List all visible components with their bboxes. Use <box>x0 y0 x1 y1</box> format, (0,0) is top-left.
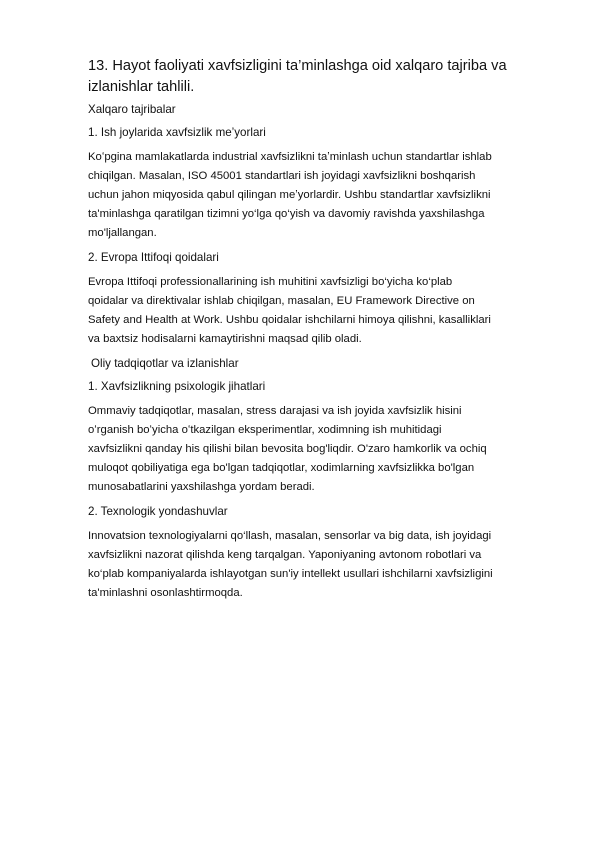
subsection-heading-workplace-standards: 1. Ish joylarida xavfsizlik me’yorlari <box>88 126 266 139</box>
subsection-heading-eu-rules: 2. Evropa Ittifoqi qoidalari <box>88 251 219 264</box>
paragraph-line: va baxtsiz hodisalarni kamaytirishni maqsad qilib oladi. <box>88 333 362 345</box>
paragraph-line: mo'ljallangan. <box>88 227 157 239</box>
paragraph-line: Ommaviy tadqiqotlar, masalan, stress darajasi va ish joyida xavfsizlik hisini <box>88 405 462 417</box>
paragraph-line: chiqilgan. Masalan, ISO 45001 standartlari ish joyidagi xavfsizlikni boshqarish <box>88 170 476 182</box>
paragraph-workplace-standards <box>88 148 520 243</box>
title-line: izlanishlar tahlili. <box>88 79 195 95</box>
paragraph-line: ta'minlashga qaratilgan tizimni yo‘lga qo‘yish va davomiy ravishda yaxshilashga <box>88 208 485 220</box>
paragraph-line: qoidalar va direktivalar ishlab chiqilgan, masalan, EU Framework Directive on <box>88 295 475 307</box>
paragraph-line: Evropa Ittifoqi professionallarining ish muhitini xavfsizligi bo‘yicha ko‘plab <box>88 276 453 288</box>
title-line: 13. Hayot faoliyati xavfsizligini ta’minlashga oid xalqaro tajriba va <box>88 58 507 74</box>
paragraph-line: xavfsizlikni qanday his qilishi bilan bevosita bog'liqdir. O'zaro hamkorlik va ochiq <box>88 443 487 455</box>
section-heading-international: Xalqaro tajribalar <box>88 103 176 116</box>
subsection-heading-psychology: 1. Xavfsizlikning psixologik jihatlari <box>88 380 266 393</box>
paragraph-line: Safety and Health at Work. Ushbu qoidalar ishchilarni himoya qilishni, kasalliklari <box>88 314 491 326</box>
paragraph-technology <box>88 527 520 603</box>
paragraph-line: muloqot qobiliyatiga ega bo'lgan tadqiqotlar, xodimlarning xavfsizlikka bo'lgan <box>88 462 475 474</box>
subsection-heading-technology: 2. Texnologik yondashuvlar <box>88 505 228 518</box>
paragraph-line: oʻrganish boʻyicha oʻtkazilgan eksperimentlar, xodimning ish muhitidagi <box>88 424 442 436</box>
paragraph-eu-rules <box>88 273 520 349</box>
paragraph-psychology <box>88 402 520 497</box>
document-body <box>88 56 520 610</box>
document-title <box>88 56 520 98</box>
paragraph-line: ko‘plab kompaniyalarda ishlayotgan sun'iy intellekt usullari ishchilarni xavfsizligini <box>88 568 493 580</box>
paragraph-line: ta'minlashni osonlashtirmoqda. <box>88 587 243 599</box>
section-heading-research: Oliy tadqiqotlar va izlanishlar <box>91 357 239 370</box>
paragraph-line: xavfsizlikni nazorat qilishda keng tarqalgan. Yaponiyaning avtonom robotlari va <box>88 549 482 561</box>
paragraph-line: Innovatsion texnologiyalarni qo‘llash, masalan, sensorlar va big data, ish joyidagi <box>88 530 492 542</box>
paragraph-line: uchun jahon miqyosida qabul qilingan meʼyorlardir. Ushbu standartlar xavfsizlikni <box>88 189 491 201</box>
paragraph-line: Koʻpgina mamlakatlarda industrial xavfsizlikni taʼminlash uchun standartlar ishlab <box>88 151 492 163</box>
paragraph-line: munosabatlarini yaxshilashga yordam beradi. <box>88 481 315 493</box>
